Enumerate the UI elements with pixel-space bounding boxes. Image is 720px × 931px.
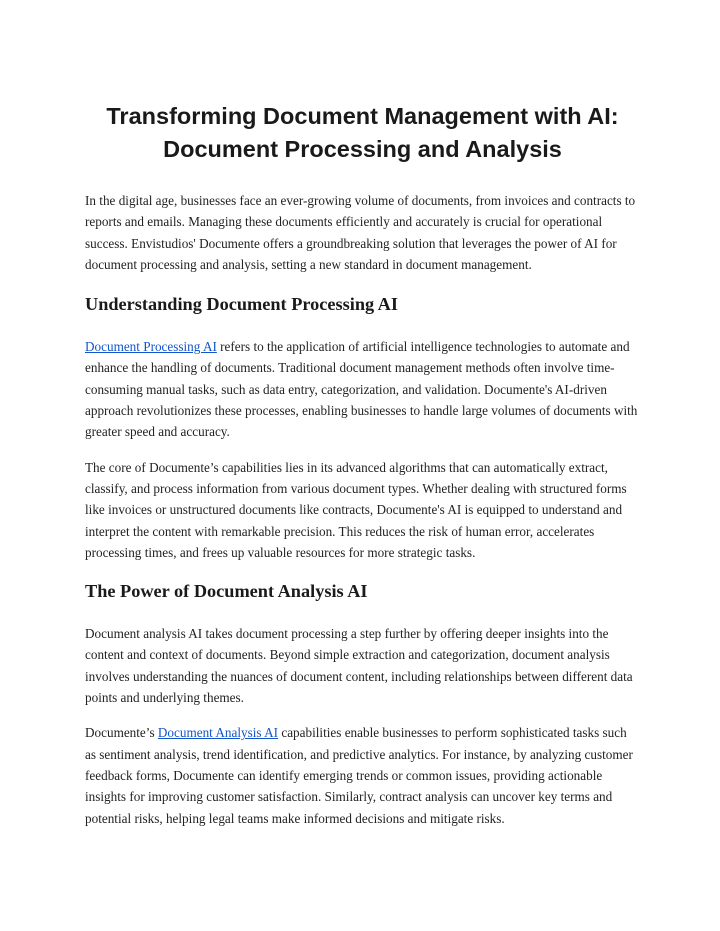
document-processing-ai-link[interactable]: Document Processing AI: [85, 339, 217, 355]
intro-paragraph: In the digital age, businesses face an ever-growing volume of documents, from invoices and contracts to reports and emails. Managing these documents efficiently and accurately is crucial for operational success. Envistudios' Documente offers a groundbreaking solution that leverages the power of AI for document processing and analysis, setting a new standard in document management.: [85, 193, 636, 272]
document-processing-paragraph-1-text: refers to the application of artificial intelligence technologies to automate and enhance the handling of documents. Traditional document management methods often involve time-consuming manual tasks, such as data entry, categorization, and validation. Documente's AI-driven approach revolutionizes these processes, enabling businesses to handle large volumes of documents with greater speed and accuracy.: [85, 339, 638, 440]
page-title: [85, 100, 640, 166]
document-processing-paragraph-2: The core of Documente’s capabilities lies in its advanced algorithms that can automatically extract, classify, and process information from various document types. Whether dealing with structured forms like invoices or unstructured documents like contracts, Documente's AI is equipped to understand and interpret the content with remarkable precision. This reduces the risk of human error, accelerates processing times, and frees up valuable resources for more strategic tasks.: [85, 459, 627, 560]
document-analysis-paragraph-1: Document analysis AI takes document processing a step further by offering deeper insights into the content and context of documents. Beyond simple extraction and categorization, document analysis involves understanding the nuances of document content, including relationships between different data points and underlying themes.: [85, 626, 633, 706]
document-analysis-ai-link[interactable]: Document Analysis AI: [157, 725, 279, 741]
page-title-line-2: Document Processing and Analysis: [163, 136, 562, 162]
page-title-line-1: Transforming Document Management with AI:: [106, 103, 619, 129]
section-heading-document-analysis: The Power of Document Analysis AI: [85, 581, 368, 602]
document-processing-paragraph-1: [85, 336, 640, 442]
document-analysis-paragraph-2: [85, 722, 640, 828]
document-analysis-paragraph-2-text: capabilities enable businesses to perform sophisticated tasks such as sentiment analysis, trend identification, and predictive analytics. For instance, by analyzing customer feedback forms, Documente can identify emerging trends or common issues, providing actionable insights for improving customer satisfaction. Similarly, contract analysis can uncover key terms and potential risks, helping legal teams make informed decisions and mitigate risks.: [85, 725, 633, 826]
section-heading-document-processing: Understanding Document Processing AI: [85, 294, 399, 315]
document-analysis-paragraph-2-start: Documente’s: [85, 725, 158, 741]
